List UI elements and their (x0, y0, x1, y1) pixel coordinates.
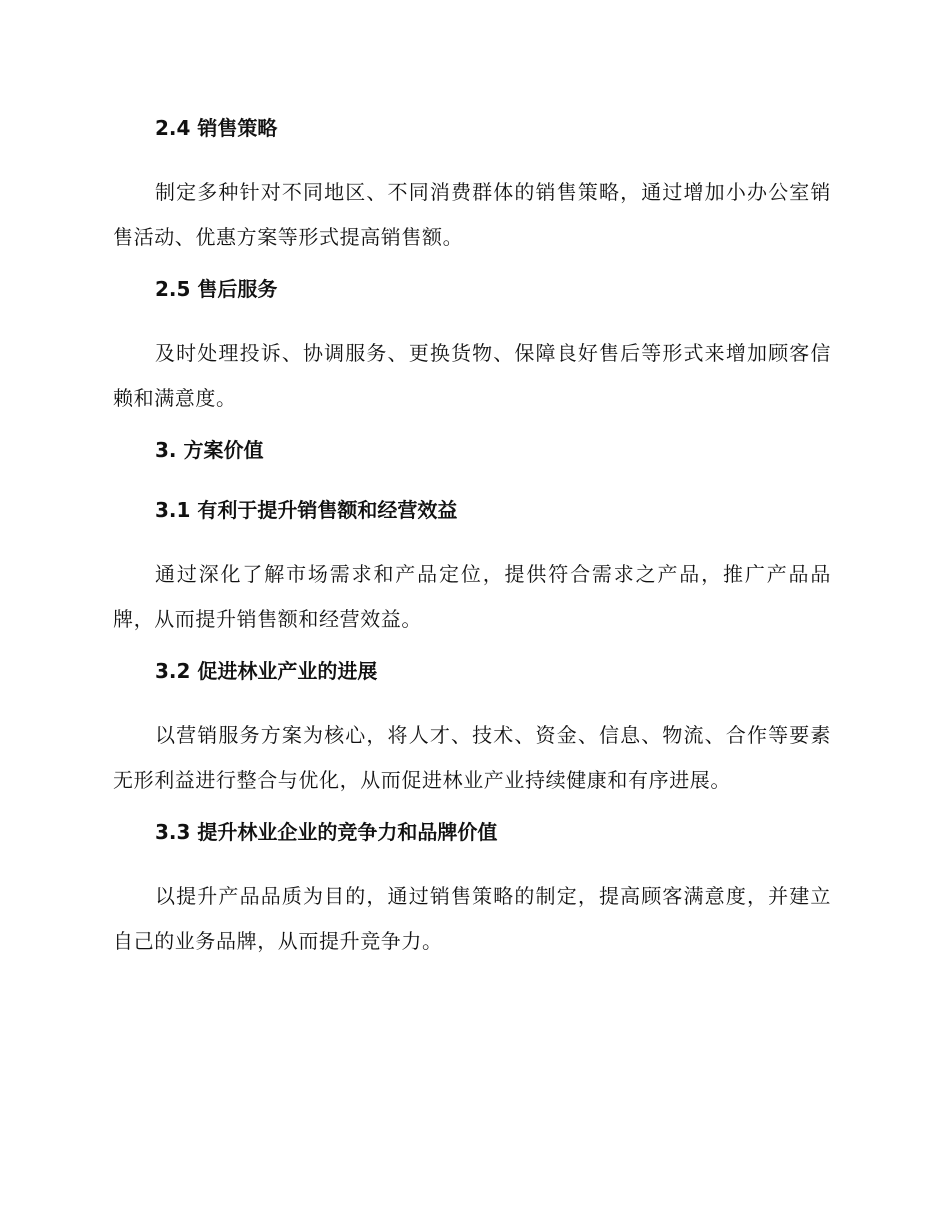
section-heading-2-5: 2.5 售后服务 (155, 277, 278, 301)
section-paragraph-3-3: 以提升产品品质为目的，通过销售策略的制定，提高顾客满意度，并建立自己的业务品牌，从而提升竞争力。 (113, 884, 831, 953)
section-heading-3-1: 3.1 有利于提升销售额和经营效益 (155, 498, 458, 522)
section-paragraph-3-1: 通过深化了解市场需求和产品定位，提供符合需求之产品，推广产品品牌，从而提升销售额和经营效益。 (113, 562, 831, 631)
section-paragraph-2-4: 制定多种针对不同地区、不同消费群体的销售策略，通过增加小办公室销售活动、优惠方案等形式提高销售额。 (113, 180, 831, 249)
document-body (113, 112, 831, 964)
section-heading-3-3: 3.3 提升林业企业的竞争力和品牌价值 (155, 820, 498, 844)
section-heading-2-4: 2.4 销售策略 (155, 116, 278, 140)
section-heading-3: 3. 方案价值 (155, 438, 264, 462)
section-paragraph-3-2: 以营销服务方案为核心，将人才、技术、资金、信息、物流、合作等要素无形利益进行整合与优化，从而促进林业产业持续健康和有序进展。 (113, 723, 831, 792)
section-heading-3-2: 3.2 促进林业产业的进展 (155, 659, 378, 683)
section-paragraph-2-5: 及时处理投诉、协调服务、更换货物、保障良好售后等形式来增加顾客信赖和满意度。 (113, 341, 831, 410)
